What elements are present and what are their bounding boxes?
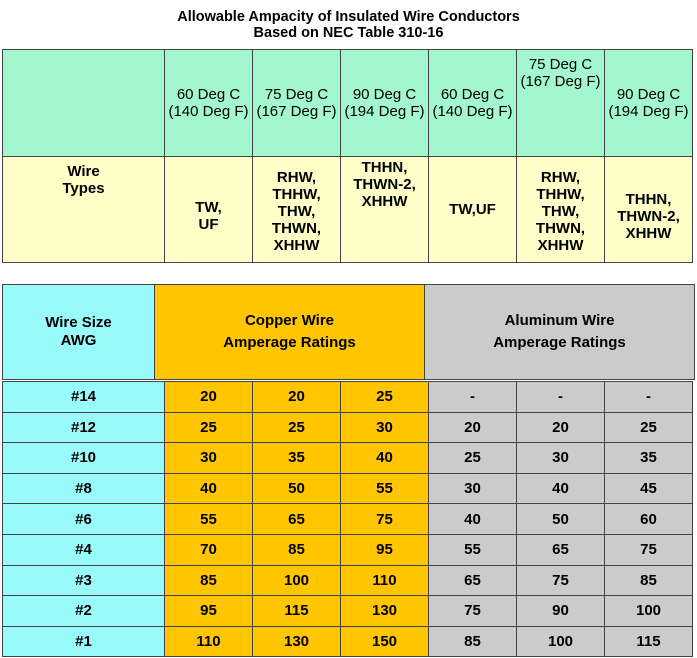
copper-75c-cell: 115 (253, 596, 341, 627)
copper-75c-cell: 50 (253, 473, 341, 504)
aluminum-90c-cell: 115 (605, 626, 693, 657)
copper-90c-cell: 150 (341, 626, 429, 657)
copper-75c-cell: 25 (253, 412, 341, 443)
aluminum-75c-cell: 90 (517, 596, 605, 627)
aluminum-header: Aluminum Wire Amperage Ratings (425, 285, 695, 380)
table-row (3, 626, 693, 657)
copper-90c-cell: 40 (341, 443, 429, 474)
wire-size-cell: #1 (3, 626, 165, 657)
aluminum-60c-cell: 30 (429, 473, 517, 504)
aluminum-90c-cell: 35 (605, 443, 693, 474)
aluminum-90c-cell: 85 (605, 565, 693, 596)
copper-75c-cell: 85 (253, 534, 341, 565)
wire-size-cell: #8 (3, 473, 165, 504)
aluminum-75c-cell: 50 (517, 504, 605, 535)
table-row (3, 443, 693, 474)
temp-header-1: 60 Deg C (140 Deg F) (165, 50, 253, 157)
temp-header-4: 60 Deg C (140 Deg F) (429, 50, 517, 157)
aluminum-60c-cell: 75 (429, 596, 517, 627)
aluminum-60c-cell: 20 (429, 412, 517, 443)
wire-types-cell-4: TW,UF (429, 157, 517, 263)
aluminum-90c-cell: - (605, 382, 693, 413)
page-title (0, 0, 697, 40)
wire-types-cell-6: THHN, THWN-2, XHHW (605, 157, 693, 263)
copper-header: Copper Wire Amperage Ratings (155, 285, 425, 380)
copper-75c-cell: 20 (253, 382, 341, 413)
ampacity-rows (3, 382, 693, 657)
aluminum-75c-cell: 20 (517, 412, 605, 443)
aluminum-75c-cell: 65 (517, 534, 605, 565)
wire-types-row (3, 157, 693, 263)
aluminum-90c-cell: 45 (605, 473, 693, 504)
wire-types-cell-3: THHN, THWN-2, XHHW (341, 157, 429, 263)
temp-header-2: 75 Deg C (167 Deg F) (253, 50, 341, 157)
copper-60c-cell: 25 (165, 412, 253, 443)
copper-75c-cell: 130 (253, 626, 341, 657)
copper-90c-cell: 130 (341, 596, 429, 627)
aluminum-75c-cell: 30 (517, 443, 605, 474)
copper-75c-cell: 35 (253, 443, 341, 474)
table-row (3, 382, 693, 413)
aluminum-90c-cell: 75 (605, 534, 693, 565)
table-row (3, 504, 693, 535)
copper-90c-cell: 75 (341, 504, 429, 535)
copper-60c-cell: 70 (165, 534, 253, 565)
temp-header-5: 75 Deg C (167 Deg F) (517, 50, 605, 157)
title-line-2: Based on NEC Table 310-16 (253, 25, 444, 41)
table-row (3, 473, 693, 504)
copper-90c-cell: 110 (341, 565, 429, 596)
copper-60c-cell: 110 (165, 626, 253, 657)
aluminum-60c-cell: 25 (429, 443, 517, 474)
copper-90c-cell: 25 (341, 382, 429, 413)
wire-size-header: Wire Size AWG (3, 285, 155, 380)
table-row (3, 596, 693, 627)
aluminum-60c-cell: - (429, 382, 517, 413)
copper-90c-cell: 30 (341, 412, 429, 443)
title-line-1: Allowable Ampacity of Insulated Wire Conductors (177, 9, 520, 25)
aluminum-60c-cell: 55 (429, 534, 517, 565)
wire-types-cell-2: RHW, THHW, THW, THWN, XHHW (253, 157, 341, 263)
copper-90c-cell: 55 (341, 473, 429, 504)
aluminum-90c-cell: 100 (605, 596, 693, 627)
copper-60c-cell: 20 (165, 382, 253, 413)
aluminum-60c-cell: 40 (429, 504, 517, 535)
ampacity-header-row (3, 285, 695, 380)
wire-size-cell: #2 (3, 596, 165, 627)
temp-header-3: 90 Deg C (194 Deg F) (341, 50, 429, 157)
table-row (3, 412, 693, 443)
copper-60c-cell: 30 (165, 443, 253, 474)
aluminum-60c-cell: 65 (429, 565, 517, 596)
wire-types-label: Wire Types (3, 157, 165, 263)
aluminum-75c-cell: 100 (517, 626, 605, 657)
wire-size-cell: #4 (3, 534, 165, 565)
temperature-header-row (3, 50, 693, 157)
wire-size-cell: #3 (3, 565, 165, 596)
table-row (3, 565, 693, 596)
wire-size-cell: #6 (3, 504, 165, 535)
aluminum-75c-cell: - (517, 382, 605, 413)
ampacity-table (2, 284, 695, 380)
copper-90c-cell: 95 (341, 534, 429, 565)
copper-75c-cell: 100 (253, 565, 341, 596)
copper-60c-cell: 85 (165, 565, 253, 596)
wire-types-cell-5: RHW, THHW, THW, THWN, XHHW (517, 157, 605, 263)
wire-size-cell: #10 (3, 443, 165, 474)
aluminum-75c-cell: 75 (517, 565, 605, 596)
aluminum-90c-cell: 60 (605, 504, 693, 535)
copper-60c-cell: 40 (165, 473, 253, 504)
temperature-rating-table (2, 49, 693, 263)
temperature-corner-cell (3, 50, 165, 157)
copper-60c-cell: 95 (165, 596, 253, 627)
aluminum-90c-cell: 25 (605, 412, 693, 443)
temp-header-6: 90 Deg C (194 Deg F) (605, 50, 693, 157)
wire-types-cell-1: TW, UF (165, 157, 253, 263)
ampacity-rows-table (2, 381, 693, 657)
aluminum-75c-cell: 40 (517, 473, 605, 504)
wire-size-cell: #14 (3, 382, 165, 413)
aluminum-60c-cell: 85 (429, 626, 517, 657)
wire-size-cell: #12 (3, 412, 165, 443)
table-row (3, 534, 693, 565)
copper-60c-cell: 55 (165, 504, 253, 535)
copper-75c-cell: 65 (253, 504, 341, 535)
